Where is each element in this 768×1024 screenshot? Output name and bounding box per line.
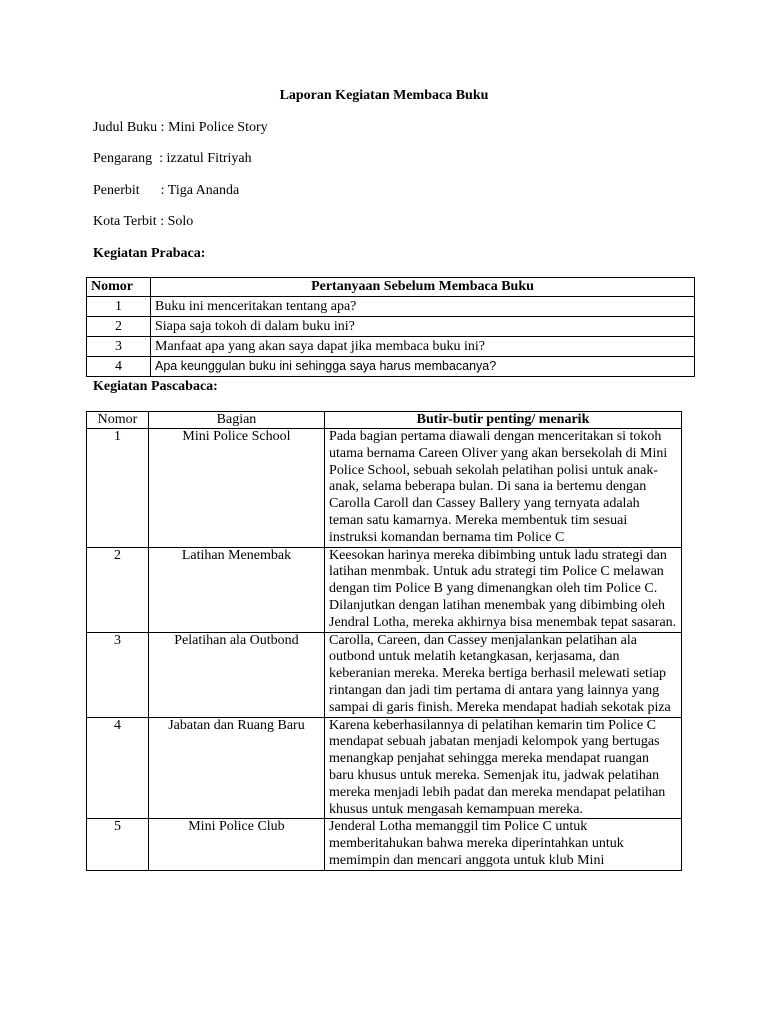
- table-row: [87, 632, 682, 717]
- row-number: 2: [87, 317, 151, 337]
- pascabaca-table: [86, 411, 682, 871]
- col-nomor-header: Nomor: [87, 412, 149, 429]
- book-title-line: Judul Buku : Mini Police Story: [93, 120, 268, 135]
- publisher-line: Penerbit : Tiga Ananda: [93, 183, 240, 198]
- question-cell: Apa keunggulan buku ini sehingga saya harus membacanya?: [151, 357, 695, 377]
- col-pertanyaan-header: Pertanyaan Sebelum Membaca Buku: [151, 278, 695, 297]
- author-line: Pengarang : izzatul Fitriyah: [93, 151, 252, 166]
- summary-cell: Pada bagian pertama diawali dengan menceritakan si tokoh utama bernama Careen Oliver yang akan bersekolah di Mini Police School, sebuah sekolah pelatihan polisi untuk anak-anak, selama beberapa bulan. Di sana ia bertemu dengan Carolla Caroll dan Cassey Ballery yang ternyata adalah teman satu kamarnya. Mereka membentuk tim sesuai instruksi komandan bernama tim Police C: [325, 429, 682, 548]
- city-line: Kota Terbit : Solo: [93, 214, 194, 229]
- table-row: [87, 717, 682, 819]
- question-cell: Manfaat apa yang akan saya dapat jika membaca buku ini?: [151, 337, 695, 357]
- question-cell: Buku ini menceritakan tentang apa?: [151, 297, 695, 317]
- section-cell: Latihan Menembak: [148, 547, 324, 632]
- row-number: 5: [87, 819, 149, 870]
- row-number: 1: [87, 429, 149, 548]
- row-number: 3: [87, 337, 151, 357]
- summary-cell: Carolla, Careen, dan Cassey menjalankan pelatihan ala outbond untuk melatih ketangkasan, kerjasama, dan keberanian mereka. Mereka bertiga berhasil melewati setiap rintangan dan jadi tim pertama di antara yang lainnya yang sampai di garis finish. Mereka mendapat hadiah sekotak piza: [325, 632, 682, 717]
- row-number: 4: [87, 717, 149, 819]
- table-header-row: [87, 278, 695, 297]
- pascabaca-heading: Kegiatan Pascabaca:: [93, 379, 218, 394]
- prabaca-table: [86, 277, 695, 377]
- table-row: [87, 429, 682, 548]
- table-row: [87, 357, 695, 377]
- prabaca-heading: Kegiatan Prabaca:: [93, 246, 206, 261]
- table-row: [87, 337, 695, 357]
- row-number: 3: [87, 632, 149, 717]
- table-header-row: [87, 412, 682, 429]
- col-bagian-header: Bagian: [148, 412, 324, 429]
- col-butir-header: Butir-butir penting/ menarik: [325, 412, 682, 429]
- summary-cell: Karena keberhasilannya di pelatihan kemarin tim Police C mendapat sebuah jabatan menjadi kelompok yang bertugas menangkap penjahat sehingga mereka mendapat ruangan baru khusus untuk mereka. Semenjak itu, jadwak pelatihan mereka menjadi lebih padat dan mereka mendapat pelatihan khusus untuk mengasah kemampuan mereka.: [325, 717, 682, 819]
- summary-cell: Jenderal Lotha memanggil tim Police C untuk memberitahukan bahwa mereka diperintahkan untuk memimpin dan mencari anggota untuk klub Mini: [325, 819, 682, 870]
- question-cell: Siapa saja tokoh di dalam buku ini?: [151, 317, 695, 337]
- col-nomor-header: Nomor: [87, 278, 151, 297]
- section-cell: Mini Police School: [148, 429, 324, 548]
- row-number: 2: [87, 547, 149, 632]
- summary-cell: Keesokan harinya mereka dibimbing untuk ladu strategi dan latihan menmbak. Untuk adu strategi tim Police C melawan dengan tim Police B yang dimenangkan oleh tim Police C. Dilanjutkan dengan latihan menembak yang dibimbing oleh Jendral Lotha, mereka akhirnya bisa menembak tepat sasaran.: [325, 547, 682, 632]
- table-row: [87, 317, 695, 337]
- section-cell: Jabatan dan Ruang Baru: [148, 717, 324, 819]
- table-row: [87, 819, 682, 870]
- row-number: 1: [87, 297, 151, 317]
- document-title: Laporan Kegiatan Membaca Buku: [279, 88, 489, 103]
- section-cell: Pelatihan ala Outbond: [148, 632, 324, 717]
- table-row: [87, 297, 695, 317]
- row-number: 4: [87, 357, 151, 377]
- section-cell: Mini Police Club: [148, 819, 324, 870]
- table-row: [87, 547, 682, 632]
